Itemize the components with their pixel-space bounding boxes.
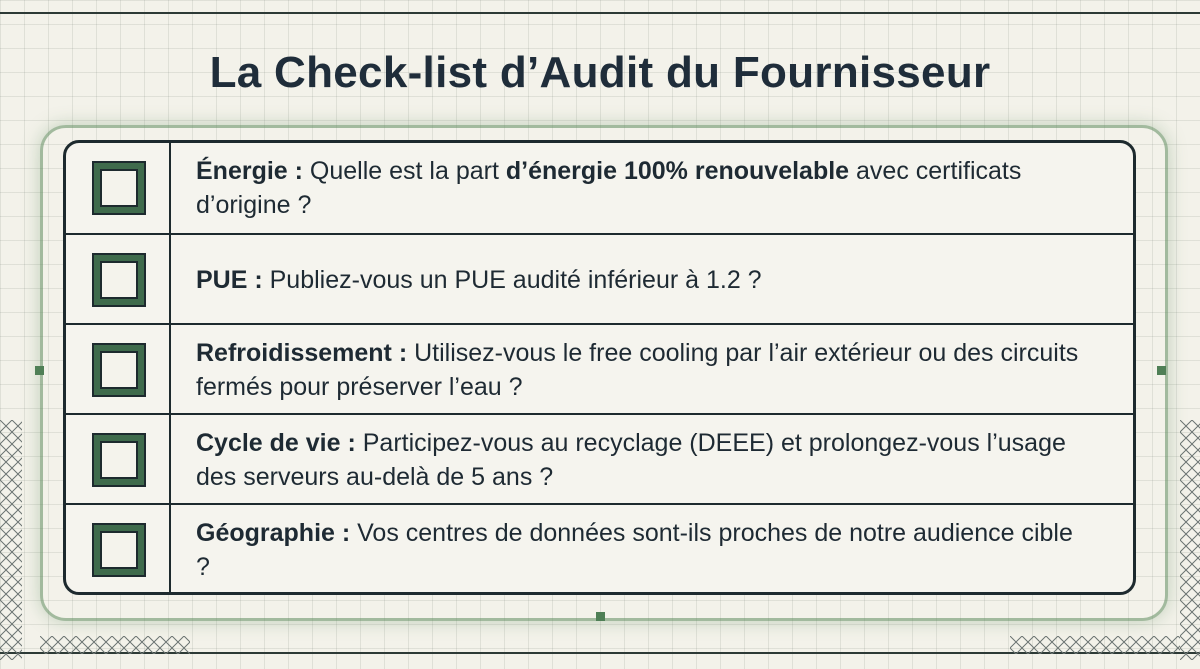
item-text: Participez-vous au recyclage (DEEE) et prolongez-vous l’usage des serveurs au-delà de 5 ans ? [196, 429, 1066, 491]
checklist-row-geographie [66, 503, 1133, 594]
lattice-decoration-right [1180, 420, 1200, 660]
checkbox-pue[interactable] [94, 255, 144, 305]
checklist-text-refroidissement [171, 336, 1133, 404]
checkbox-cycle-de-vie[interactable] [94, 435, 144, 485]
item-text-end: avec certificats d’origine ? [196, 157, 1022, 219]
frame-top-line [0, 12, 1200, 14]
checklist-text-pue [171, 263, 1133, 297]
checklist-row-refroidissement [66, 323, 1133, 415]
item-emphasis: d’énergie 100% renouvelable [505, 157, 850, 185]
item-text: Utilisez-vous le free cooling par l’air extérieur ou des circuits fermés pour préserver l’eau ? [196, 339, 1079, 401]
item-label: PUE : [196, 266, 263, 294]
item-text: Quelle est la part [302, 157, 506, 185]
item-text: Publiez-vous un PUE audité inférieur à 1.2 ? [262, 266, 762, 294]
checklist-text-geographie [171, 516, 1133, 584]
checklist-text-cycle-de-vie [171, 426, 1133, 494]
checklist-row-cycle-de-vie [66, 413, 1133, 505]
item-label: Refroidissement : [196, 339, 408, 367]
checkbox-energie[interactable] [94, 163, 144, 213]
frame-marker-left [35, 366, 44, 375]
item-label: Énergie : [196, 157, 303, 185]
lattice-decoration-left [0, 420, 22, 660]
checklist-text-energie [171, 154, 1133, 222]
page-title: La Check-list d’Audit du Fournisseur [209, 48, 991, 97]
checkbox-refroidissement[interactable] [94, 345, 144, 395]
lattice-decoration-bottom-right [1010, 636, 1180, 654]
checkbox-geographie[interactable] [94, 525, 144, 575]
checklist-table [63, 140, 1136, 595]
checklist-row-pue [66, 233, 1133, 325]
item-text: Vos centres de données sont-ils proches de notre audience cible ? [196, 518, 1073, 581]
item-label: Géographie : [196, 518, 351, 547]
frame-marker-right [1157, 366, 1166, 375]
checklist-row-energie [66, 143, 1133, 233]
item-label: Cycle de vie : [196, 429, 356, 457]
frame-marker-bottom [596, 612, 605, 621]
lattice-decoration-bottom-left [40, 636, 190, 654]
